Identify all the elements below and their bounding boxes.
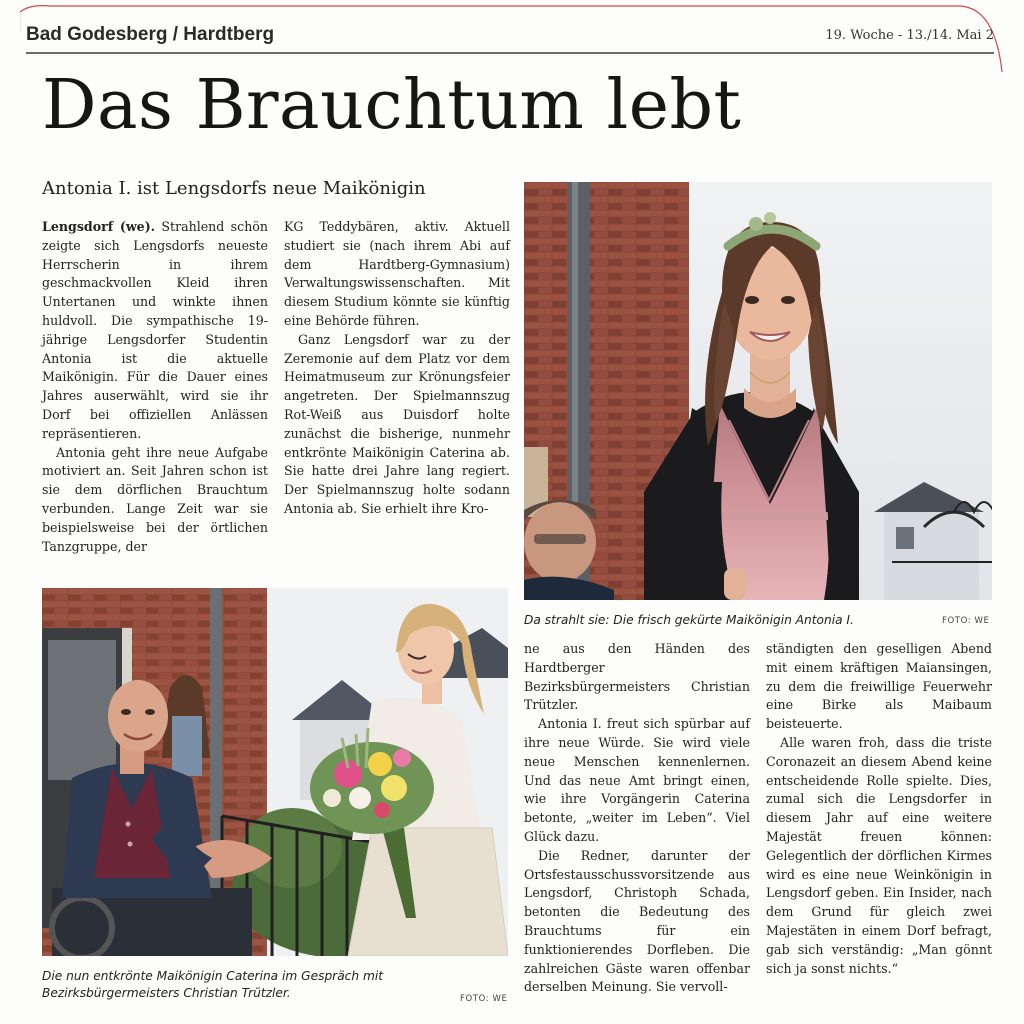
photo-credit-top: FOTO: WE xyxy=(942,616,990,626)
article-paragraph: Ganz Lengsdorf war zu der Zeremonie auf dem Platz vor dem Heimatmuseum zur Krönungsfeier angetreten. Der Spielmannszug Rot-Weiß aus Duisdorf holte zunächst die bisherige, nunmehr entkrönte Maikönigin Caterina ab. Sie hatte drei Jahre lang regiert. Der Spielmannszug holte sodann Antonia ab. Sie erhielt ihre Kro- xyxy=(284,331,510,516)
article-paragraph: ne aus den Händen des Hardtberger Bezirksbürgermeisters Christian Trützler. xyxy=(524,641,750,713)
photo-caterina-truetzler xyxy=(42,588,508,956)
dateline: Lengsdorf (we). xyxy=(42,219,156,234)
photo-caption-top: Da strahlt sie: Die frisch gekürte Maikönigin Antonia I. xyxy=(524,613,854,627)
article-paragraph: Antonia I. freut sich spürbar auf ihre neue Würde. Sie wird viele neue Menschen kennenlernen. Und das neue Amt bringt einen, wie ihre Vorgängerin Caterina betonte, „weiter im Leben“. Viel Glück dazu. xyxy=(524,716,750,844)
article-paragraph: Die Redner, darunter der Ortsfestausschussvorsitzende aus Lengsdorf, Christoph Schada, betonten die Bedeutung des Brauchtums für ein funktionierendes Dorfleben. Die zahlreichen Gäste waren offenbar derselben Meinung. Sie vervoll- xyxy=(524,847,750,995)
article-column-3 xyxy=(524,640,750,1016)
headline: Das Brauchtum lebt xyxy=(42,66,742,145)
article-paragraph: KG Teddybären, aktiv. Aktuell studiert sie (nach ihrem Abi auf dem Hardtberg-Gymnasium) Verwaltungswissenschaften. Mit diesem Studium könnte sie künftig eine Behörde führen. xyxy=(284,219,510,328)
article-paragraph: Alle waren froh, dass die triste Coronazeit an diesem Abend keine entscheidende Rolle spielte. Dies, zumal sich die Lengsdorfer in diesem Jahr auf eine weitere Majestät freuen können: Gelegentlich der dörflichen Kirmes wird es eine neue Weinkönigin in Lengsdorf geben. Ein Insider, nach dem Grund für gleich zwei Majestäten in einem Dorf befragt, gab sich verständig: „Man gönnt sich ja sonst nichts.“ xyxy=(766,734,992,976)
photo-maikoenigin-antonia xyxy=(524,182,992,600)
issue-date: 19. Woche - 13./14. Mai 2 xyxy=(825,28,994,43)
paragraph-text: Strahlend schön zeigte sich Lengsdorfs neueste Herrscherin in ihrem geschmackvollen Kleid ihren Untertanen und winkte ihnen huldvoll. Die sympathische 19-jährige Lengsdorfer Studentin Antonia ist die aktuelle Maikönigin. Für die Dauer eines Jahres auserwählt, wird sie ihr Dorf bei offiziellen Anlässen repräsentieren. xyxy=(42,219,268,441)
subheadline: Antonia I. ist Lengsdorfs neue Maikönigin xyxy=(42,178,426,199)
photo-credit-bottom: FOTO: WE xyxy=(460,994,508,1004)
article-column-2 xyxy=(284,218,510,578)
article-paragraph: Antonia geht ihre neue Aufgabe motiviert an. Seit Jahren schon ist sie dem dörflichen Brauchtum verbunden. Lange Zeit war sie beispielsweise bei der örtlichen Tanzgruppe, der xyxy=(42,444,268,554)
article-column-1 xyxy=(42,218,268,578)
photo-caterina-illustration xyxy=(42,588,508,956)
photo-antonia-illustration xyxy=(524,182,992,600)
article-column-4 xyxy=(766,640,992,1016)
article-paragraph: ständigten den geselligen Abend mit einem kräftigen Maiansingen, zu dem die freiwillige Feuerwehr eine Birke als Maibaum beisteuerte. xyxy=(766,641,992,732)
section-title: Bad Godesberg / Hardtberg xyxy=(26,24,275,45)
page-header xyxy=(26,22,994,54)
photo-caption-bottom: Die nun entkrönte Maikönigin Caterina im Gespräch mit Bezirksbürgermeisters Christian Trützler. xyxy=(42,969,384,1000)
article-paragraph xyxy=(42,218,268,444)
